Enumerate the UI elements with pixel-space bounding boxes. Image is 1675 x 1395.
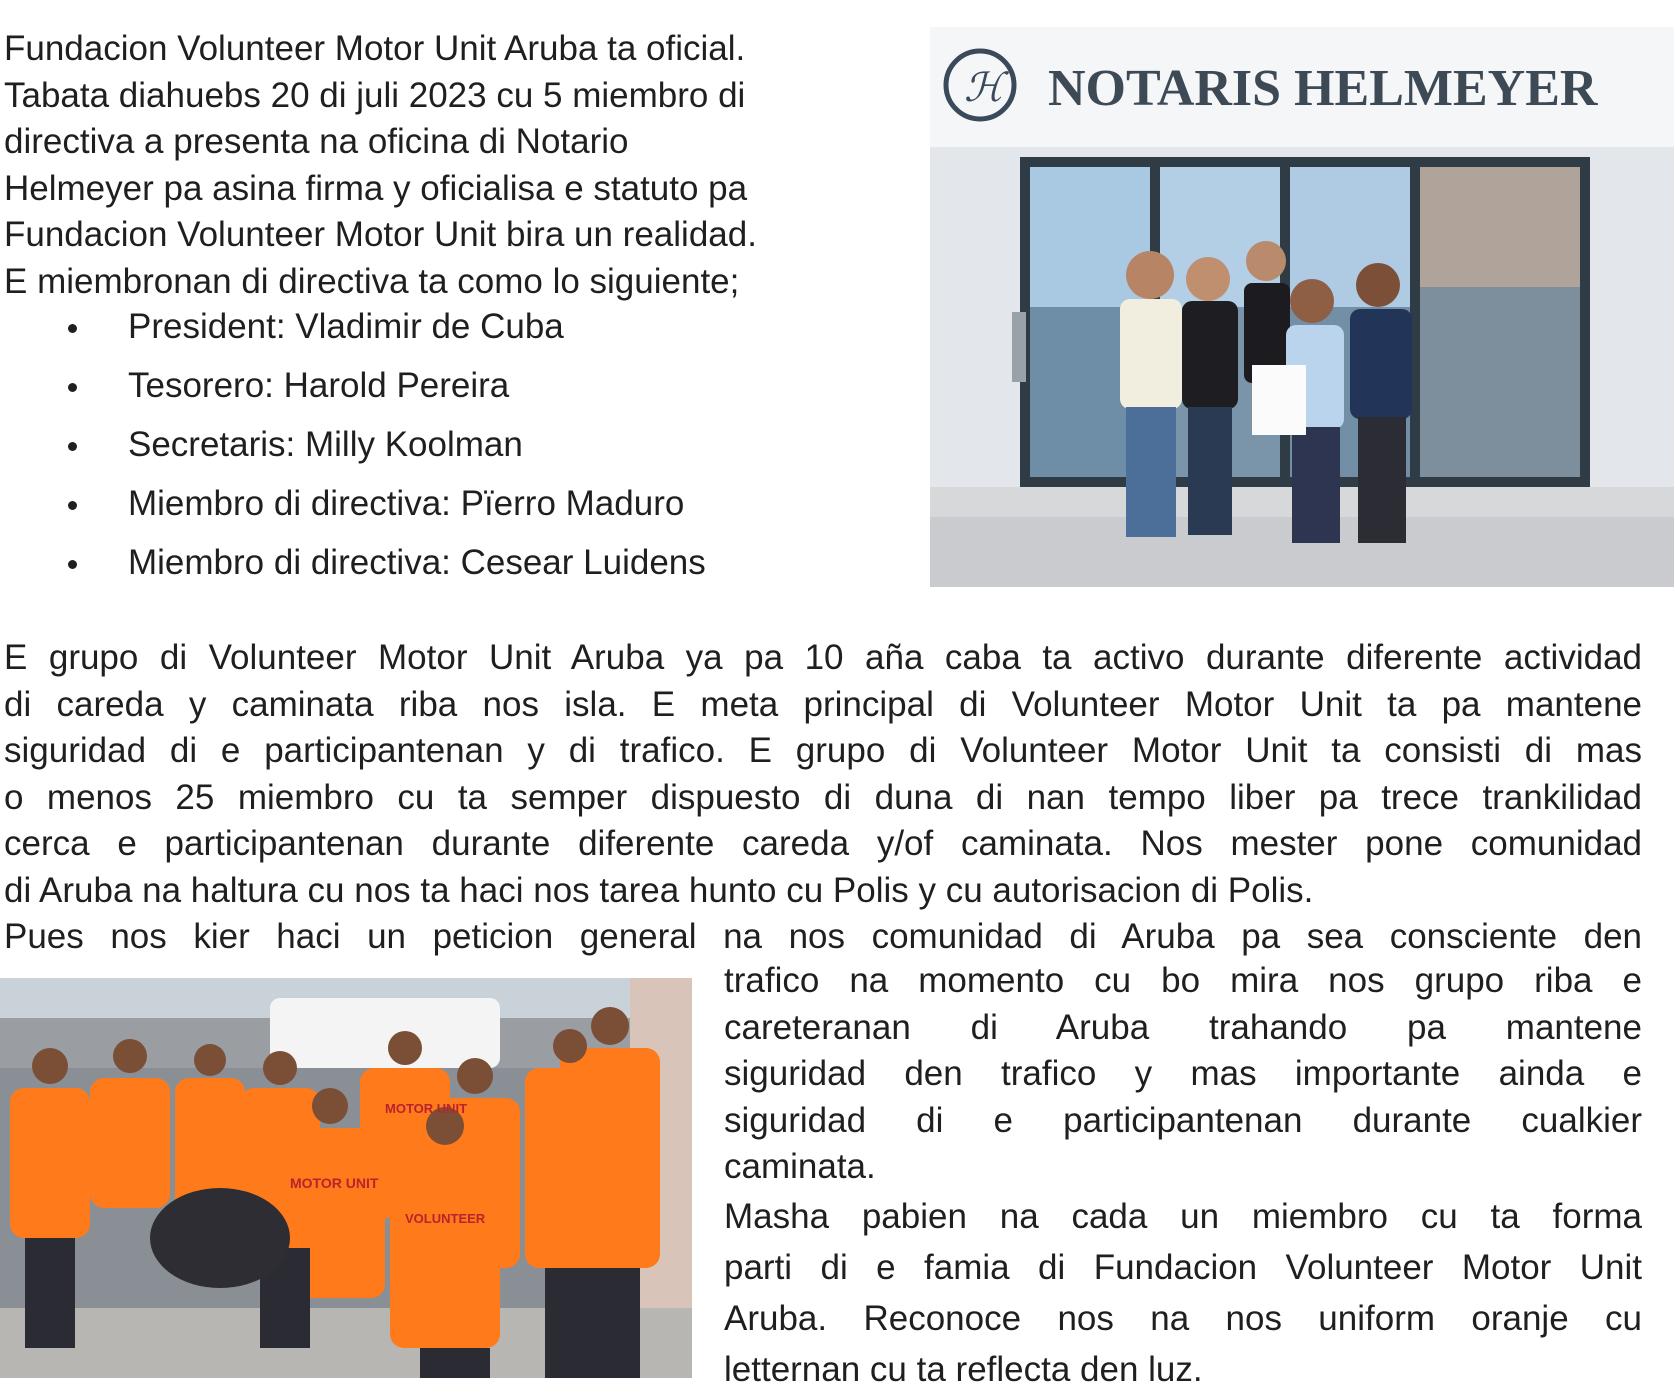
shirt-text: MOTOR UNIT [290,1175,379,1191]
body-line: di careda y caminata riba nos isla. E meta principal di Volunteer Motor Unit ta pa mantene [4,684,1642,724]
intro-line: Fundacion Volunteer Motor Unit Aruba ta oficial. [4,29,746,68]
notary-office-photo [930,27,1674,587]
list-item [60,363,706,422]
closing-line: letternan cu ta reflecta den luz. [724,1349,1203,1389]
svg-text:ℋ: ℋ [964,65,1004,110]
right-line: siguridad den trafico y mas importante ainda e [724,1054,1642,1093]
intro-line: directiva a presenta na oficina di Notario [4,122,629,161]
member-text: Secretaris: Milly Koolman [128,425,523,464]
body-line: di Aruba na haltura cu nos ta haci nos tarea hunto cu Polis y cu autorisacion di Polis. [4,870,1314,910]
sign-text: NOTARIS HELMEYER [1048,60,1598,117]
group-photo-illustration [0,978,692,1378]
shirt-text: MOTOR UNIT [385,1101,468,1116]
body-line: o menos 25 miembro cu ta semper dispuesto di duna di nan tempo liber pa trece trankilidad [4,777,1642,817]
bullet-icon [68,442,77,451]
bullet-icon [68,324,77,333]
member-text: President: Vladimir de Cuba [128,307,564,346]
member-text: Miembro di directiva: Cesear Luidens [128,543,706,582]
body-line: Pues nos kier haci un peticion general na nos comunidad di Aruba pa sea consciente den [4,917,1642,956]
body-line: E grupo di Volunteer Motor Unit Aruba ya pa 10 aña caba ta activo durante diferente actividad [4,638,1642,677]
intro-line: Helmeyer pa asina firma y oficialisa e statuto pa [4,168,748,208]
notary-office-illustration [930,27,1674,587]
bullet-icon [68,560,77,569]
body-line: siguridad di e participantenan y di trafico. E grupo di Volunteer Motor Unit ta consisti di mas [4,731,1642,770]
right-line: trafico na momento cu bo mira nos grupo riba e [724,961,1642,1000]
list-item [60,422,706,481]
body-line: cerca e participantenan durante diferente careda y/of caminata. Nos mester pone comunidad [4,824,1642,863]
right-line: careteranan di Aruba trahando pa mantene [724,1007,1642,1047]
closing-line: parti di e famia di Fundacion Volunteer Motor Unit [724,1247,1642,1287]
intro-line: E miembronan di directiva ta como lo siguiente; [4,261,740,301]
closing-line: Aruba. Reconoce nos na nos uniform oranje cu [724,1298,1642,1338]
list-item [60,481,706,540]
intro-line: Fundacion Volunteer Motor Unit bira un realidad. [4,215,757,254]
right-line: siguridad di e participantenan durante cualkier [724,1100,1642,1140]
board-members-list [60,304,706,599]
right-column-text [724,958,1642,1395]
list-item [60,540,706,599]
body-paragraph [4,635,1642,961]
shirt-text-alt: VOLUNTEER [405,1211,486,1226]
intro-paragraph [4,26,904,305]
bullet-icon [68,383,77,392]
group-orange-uniforms-photo [0,978,692,1378]
right-line: caminata. [724,1147,876,1186]
bullet-icon [68,501,77,510]
member-text: Tesorero: Harold Pereira [128,366,510,405]
intro-line: Tabata diahuebs 20 di juli 2023 cu 5 miembro di [4,75,746,115]
member-text: Miembro di directiva: Pïerro Maduro [128,484,685,523]
list-item [60,304,706,363]
closing-line: Masha pabien na cada un miembro cu ta forma [724,1196,1642,1236]
